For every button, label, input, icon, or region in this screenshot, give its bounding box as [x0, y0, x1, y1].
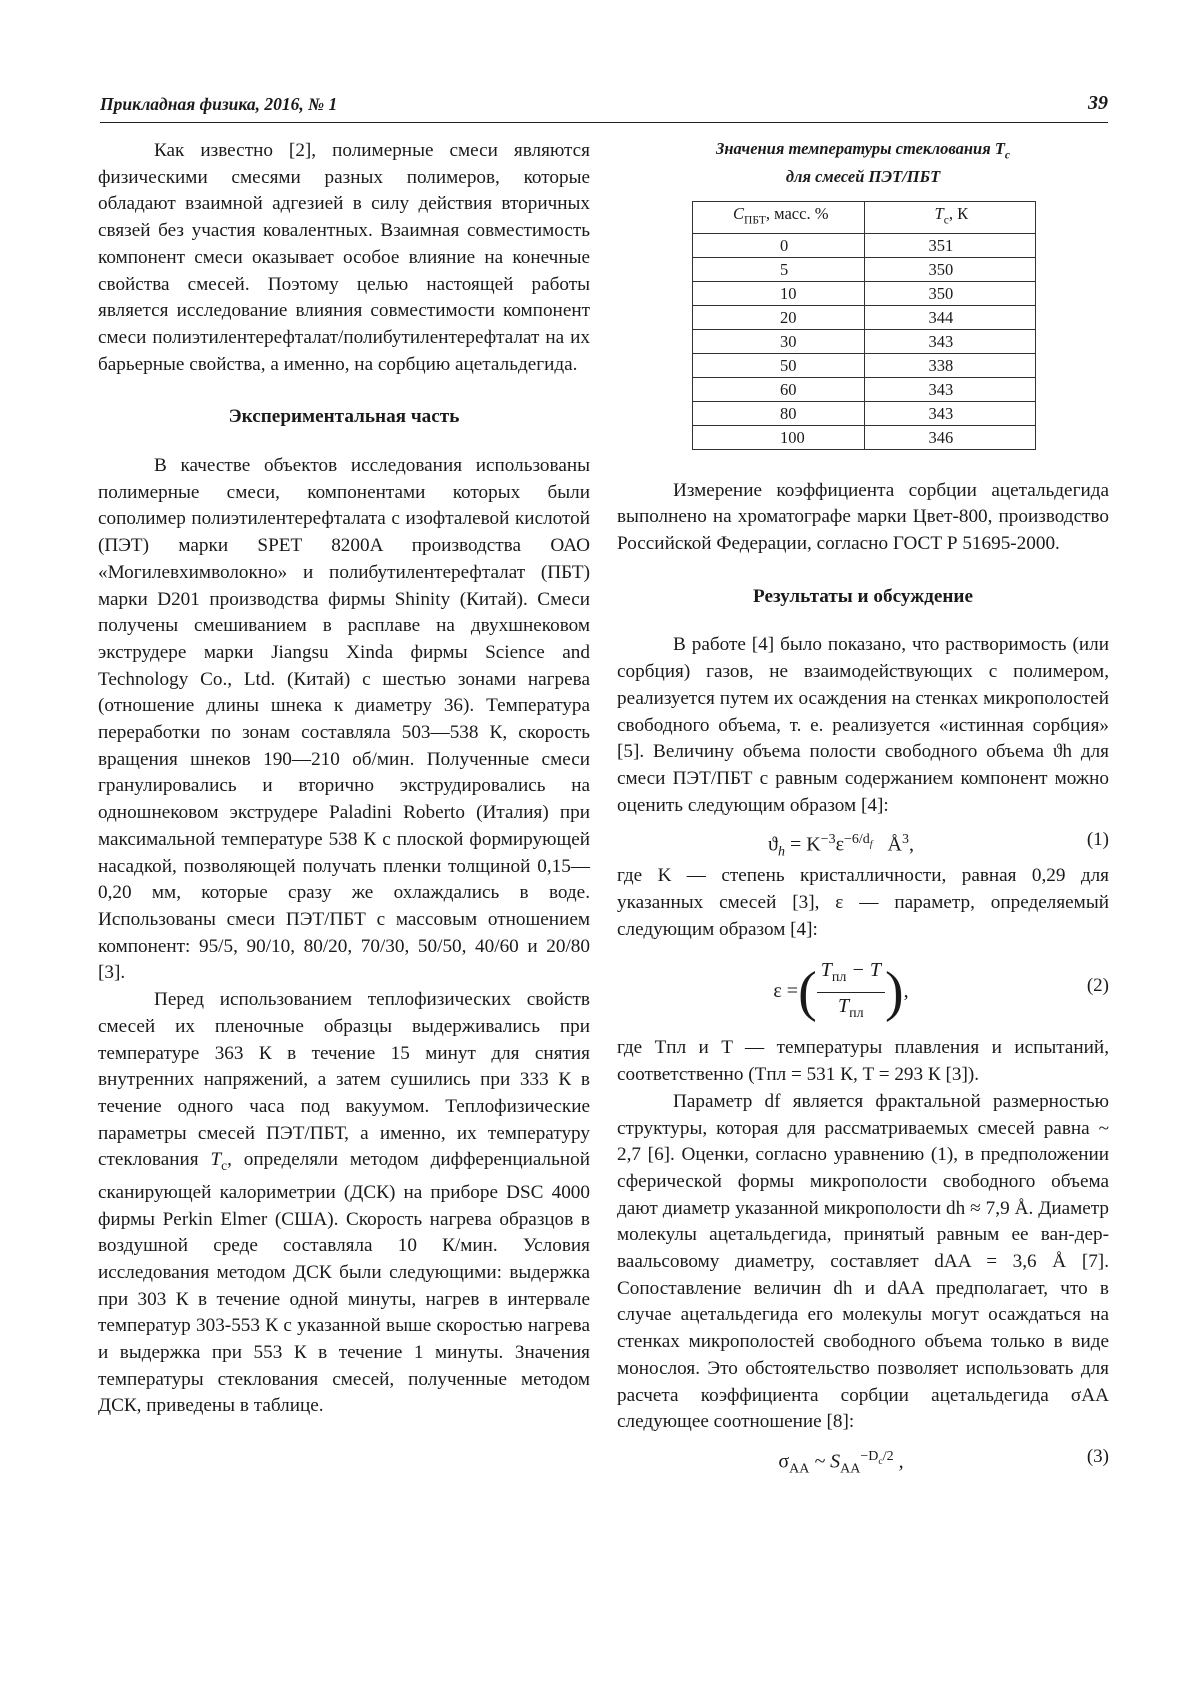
- table-row: 60 343: [693, 377, 1036, 401]
- section-heading-experimental: Экспериментальная часть: [228, 406, 460, 428]
- header-tc: $T_c$, К: [864, 202, 1036, 233]
- equation-2: [617, 943, 1109, 1035]
- crystallinity-paragraph: где K — степень кристалличности, равная 0,29 для указанных смесей [3], ε — параметр, определяемый следующим образом [4]:: [617, 865, 1109, 940]
- equation-2-body: ε =( $\frac{T_{пл} - T}{T_{пл}}$ ),: [773, 959, 909, 1024]
- running-header: [100, 92, 1108, 123]
- intro-paragraph: Как известно [2], полимерные смеси являются физическими смесями разных полимеров, которые обладают взаимной адгезией в силу действия вторичных связей без участия ковалентных. Взаимная совместимость компонент смеси оказывает особое влияние на конечные свойства смесей. Поэтому целью настоящей работы является исследование влияния совместимости компонент смеси полиэтилентерефталат/полибутилентерефталат на их барьерные свойства, а именно, на сорбцию ацетальдегида.: [98, 140, 590, 375]
- fractal-paragraph: Параметр df является фрактальной размерностью структуры, которая для рассматриваемых смесей равна ~ 2,7 [6]. Оценки, согласно уравнению (1), в предположении сферической формы микрополости свободного объема дают диаметр указанной микрополости dh ≈ 7,9 Å. Диаметр молекулы ацетальдегида, принятый равным ее ван-дер-ваальсовому диаметру, составляет dAA = 3,6 Å [7]. Сопоставление величин dh и dAA предполагает, что в случае ацетальдегида его молекулы могут осаждаться на стенках микрополостей свободного объема только в виде монослоя. Это обстоятельство позволяет использовать для расчета коэффициента сорбции ацетальдегида σAA следующее соотношение [8]:: [617, 1090, 1109, 1433]
- table-row: 30 343: [693, 329, 1036, 353]
- header-cpbt: $C_{ПБТ}$, масс. %: [693, 202, 865, 233]
- section-heading-results: Результаты и обсуждение: [753, 585, 973, 607]
- equation-3: [617, 1436, 1109, 1480]
- table-row: 80 343: [693, 401, 1036, 425]
- materials-paragraph: В качестве объектов исследования использованы полимерные смеси, компонентами которых были сополимер полиэтилентерефталата с изофталевой кислотой (ПЭТ) марки SPET 8200A производства ОАО «Могилевхимволокно» и полибутилентерефталат (ПБТ) марки D201 производства фирмы Shinity (Китай). Смеси получены смешиванием в расплаве на двухшнековом экструдере марки Jiangsu Xinda фирмы Science and Technology Co., Ltd. (Китай) с шестью зонами нагрева (отношение длины шнека к диаметру 36). Температура переработки по зонам составляла 503—538 К, скорость вращения шнеков 190—210 об/мин. Полученные смеси гранулировались и вторично экструдировались на одношнековом экструдере Paladini Roberto (Италия) при максимальной температуре 538 К с плоской формирующей насадкой, позволяющей получать пленки толщиной 0,15—0,20 мм, которые сразу же охлаждались в воде. Использованы смеси ПЭТ/ПБТ с массовым отношением компонент: 95/5, 90/10, 80/20, 70/30, 50/50, 40/60 и 20/80 [3].: [98, 455, 590, 984]
- table-caption: Значения температуры стеклования $T_c$ для смесей ПЭТ/ПБТ: [715, 139, 1011, 187]
- journal-title: Прикладная физика, 2016, № 1: [100, 94, 338, 114]
- equation-1-body: $ϑ_h = K^{-3}\varepsilon^{-6/d_f}$ $Å^3$,: [768, 832, 914, 860]
- right-column: [617, 138, 1109, 1480]
- equation-2-number: (2): [1086, 975, 1109, 997]
- left-column: [98, 138, 590, 1420]
- table-row: 0 351: [693, 233, 1036, 257]
- measurement-paragraph: Измерение коэффициента сорбции ацетальдегида выполнено на хроматографе марки Цвет-800, производство Российской Федерации, согласно ГОСТ Р 51695-2000.: [617, 479, 1109, 554]
- page-number: 39: [1088, 92, 1108, 114]
- glass-transition-table: [692, 201, 1036, 449]
- methods-paragraph: Перед использованием теплофизических свойств смесей их пленочные образцы выдерживались при температуре 363 К в течение 15 минут для снятия внутренних напряжений, а затем сушились при 333 К в течение одного часа под вакуумом. Теплофизические параметры смесей ПЭТ/ПБТ, а именно, их температуру стеклования $T_c$, определяли методом дифференциальной сканирующей калориметрии (ДСК) на приборе DSC 4000 фирмы Perkin Elmer (США). Скорость нагрева образцов в воздушной среде составляла 10 К/мин. Условия исследования методом ДСК были следующими: выдержка при 303 К в течение одной минуты, нагрев в интервале температур 303-553 К с указанной выше скоростью нагрева и выдержка при 553 К в течение 1 минуты. Значения температуры стеклования смесей, полученные методом ДСК, приведены в таблице.: [98, 989, 591, 1417]
- table-row: 10 350: [693, 281, 1036, 305]
- table-header-row: [693, 202, 1036, 233]
- table-row: 20 344: [693, 305, 1036, 329]
- equation-1-number: (1): [1086, 829, 1109, 851]
- table-row: 50 338: [693, 353, 1036, 377]
- results-paragraph: В работе [4] было показано, что растворимость (или сорбция) газов, не взаимодействующих с полимером, реализуется путем их осаждения на стенках микрополостей свободного объема, т. е. реализуется «истинная сорбция» [5]. Величину объема полости свободного объема ϑh для смеси ПЭТ/ПБТ с равным содержанием компонент можно оценить следующим образом [4]:: [617, 634, 1109, 816]
- equation-3-body: $\sigma_{AA}$ ~ $S_{AA}^{-D_c/2}$ ,: [778, 1448, 904, 1477]
- table-row: 100 346: [693, 425, 1036, 449]
- equation-3-number: (3): [1086, 1445, 1109, 1467]
- table-row: 5 350: [693, 257, 1036, 281]
- temperatures-paragraph: где Tпл и T — температуры плавления и испытаний, соответственно (Tпл = 531 К, T = 293 К [3]).: [617, 1037, 1109, 1086]
- equation-1: [617, 819, 1109, 863]
